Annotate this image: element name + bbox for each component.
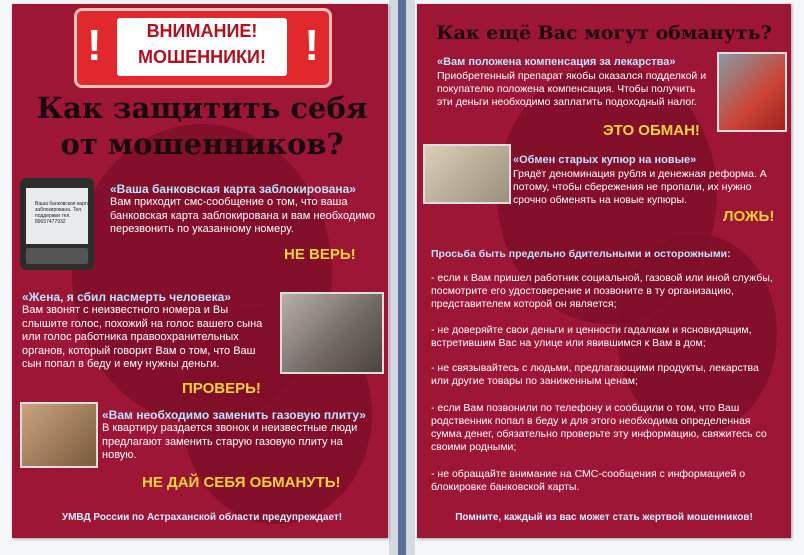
phone-image (20, 178, 94, 270)
main-title: Как защитить себя от мошенников? (36, 91, 368, 161)
section-heading: «Обмен старых купюр на новые» (513, 154, 697, 166)
section-heading: «Вам положена компенсация за лекарства» (437, 56, 676, 68)
callout-text: НЕ ВЕРЬ! (284, 246, 356, 263)
phone-screen (26, 188, 88, 244)
callout-text: ЛОЖЬ! (723, 208, 775, 225)
section-heading: «Ваша банковская карта заблокирована» (110, 182, 356, 196)
section-body: Вам приходит смс-сообщение о том, что ваша банковская карта заблокирована и вам необходимо перезвонить по указанному номеру. (110, 196, 376, 235)
exclamation-icon: ! (304, 21, 319, 70)
warning-title: ВНИМАНИЕ! МОШЕННИКИ! (117, 18, 287, 76)
tip-item: - если Вам позвонили по телефону и сообщили о том, что Ваш родственник попал в беду и для этого необходима определенная сумма денег, обязательно проверьте эту информацию, свяжитесь со своими родными; (431, 402, 767, 453)
tip-item: - не доверяйте свои деньги и ценности гадалкам и ясновидящим, встретившим Вас на улице или явившимся к Вам в дом; (431, 324, 752, 349)
old-man-photo (280, 292, 384, 374)
callout-text: НЕ ДАЙ СЕБЯ ОБМАНУТЬ! (142, 474, 341, 491)
footer-text: Помните, каждый из вас может стать жертвой мошенников! (455, 512, 753, 523)
atm-photo (717, 52, 787, 132)
footer-text: УМВД России по Астраханской области предупреждает! (61, 512, 343, 523)
callout-text: ЭТО ОБМАН! (603, 122, 700, 139)
callout-text: ПРОВЕРЬ! (182, 380, 261, 397)
request-heading: Просьба быть предельно бдительными и осторожными: (431, 248, 731, 260)
flyer-page-left (12, 4, 388, 538)
phone-keys (26, 248, 88, 264)
phone-screen-text: Ваша банковская карта заблокирована. Тел. поддержки тел. 89657477932 (35, 201, 90, 225)
warning-badge (74, 8, 332, 88)
flyer-page-right (417, 4, 791, 538)
doorbell-hand-photo (20, 402, 98, 468)
exclamation-icon: ! (87, 21, 102, 70)
document-scrollbar[interactable] (389, 0, 415, 555)
section-body: Приобретенный препарат якобы оказался подделкой и покупателю положена компенсация. Чтобы получить эти деньги необходимо заплатить подоходный налог. (437, 70, 707, 108)
tip-item: - не обращайте внимание на СМС-сообщения с информацией о блокировке банковской карты. (431, 468, 746, 493)
right-title: Как ещё Вас могут обмануть? (436, 22, 772, 44)
section-heading: «Вам необходимо заменить газовую плиту» (102, 408, 366, 422)
tip-item: - не связывайтесь с людьми, предлагающими продукты, лекарства или другие товары по заниженным ценам; (431, 362, 759, 387)
tip-item: - если к Вам пришел работник социальной, газовой или иной службы, посмотрите его удостоверение и позвоните в ту организацию, представителем которой он является; (431, 272, 773, 310)
scrollbar-thumb[interactable] (398, 0, 406, 555)
money-exchange-photo (423, 144, 511, 204)
section-heading: «Жена, я сбил насмерть человека» (22, 290, 231, 304)
section-body: Грядёт деноминация рубля и денежная реформа. А потому, чтобы сбережения не пропали, их нужно срочно обменять на новые купюры. (513, 168, 767, 206)
section-body: Вам звонят с неизвестного номера и Вы слышите голос, похожий на голос вашего сына или голос работника правоохранительных органов, который говорит Вам о том, что Ваш сын попал в беду и ему нужны деньги. (22, 304, 263, 370)
section-body: В квартиру раздается звонок и неизвестные люди предлагают заменить старую газовую плиту на новую. (102, 422, 358, 461)
